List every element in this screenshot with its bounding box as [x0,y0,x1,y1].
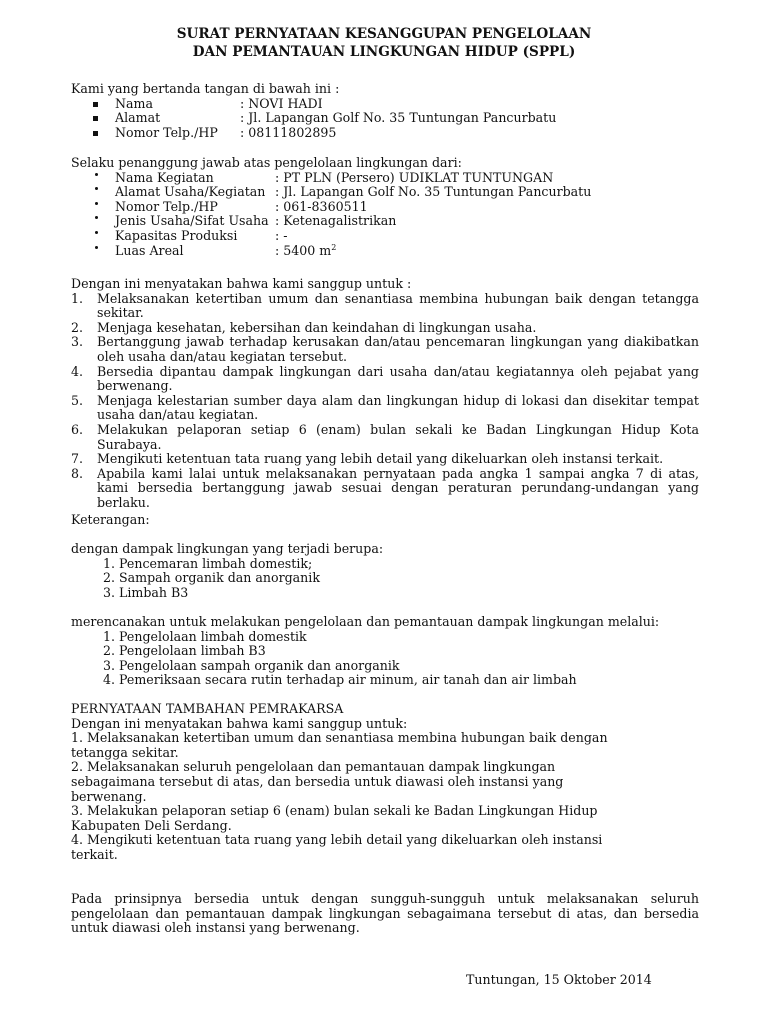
item-text: Pemeriksaan secara rutin terhadap air minum, air tanah dan air limbah [119,672,577,688]
commitment-item [71,292,699,321]
item-text: Melakukan pelaporan setiap 6 (enam) bulan sekali ke Badan Lingkungan Hidup Kota Surabaya. [97,421,699,452]
additional-section [71,702,631,863]
dot-bullet-icon [71,171,115,186]
field-value: : 061-8360511 [275,198,368,214]
title-line-2: DAN PEMANTAUAN LINGKUNGAN HIDUP (SPPL) [192,44,576,60]
item-number: 2. [71,319,84,335]
additional-item-3-line-1: 3. Melakukan pelaporan setiap 6 (enam) bulan sekali ke Badan Lingkungan Hidup [71,803,598,819]
item-number: 6. [71,421,84,437]
square-bullet-icon [71,126,115,141]
field-label: Nomor Telp./HP [115,124,218,140]
area-unit-superscript: 2 [331,242,337,252]
field-value: : Jl. Lapangan Golf No. 35 Tuntungan Pancurbatu [240,110,557,126]
field-label: Alamat [115,110,161,126]
dot-bullet-icon [71,185,115,200]
item-number: 2. [102,643,115,659]
additional-item-2-line-2: sebagaimana tersebut di atas, dan bersedia untuk diawasi oleh instansi yang [71,773,564,789]
commitment-item [71,394,699,423]
field-value: : 08111802895 [240,124,337,140]
impacts-intro: dengan dampak lingkungan yang terjadi berupa: [71,541,384,556]
field-value: : Jl. Lapangan Golf No. 35 Tuntungan Pancurbatu [275,184,592,200]
item-text: Sampah organik dan anorganik [119,570,320,586]
item-text: Limbah B3 [119,584,189,600]
business-field [71,200,699,215]
item-number: 4. [71,363,84,379]
dot-bullet-icon [71,200,115,215]
commitment-item [71,423,699,452]
business-field [71,171,699,186]
commitment-item [71,321,699,336]
business-field [71,244,699,259]
item-text: Pencemaran limbah domestik; [119,555,313,571]
item-number: 5. [71,392,84,408]
dot-bullet-icon [71,214,115,229]
field-value: : Ketenagalistrikan [275,213,397,229]
item-text: Pengelolaan limbah domestik [119,628,307,644]
commitment-item [71,452,699,467]
commitment-intro: Dengan ini menyatakan bahwa kami sanggup untuk : [71,276,412,291]
title-line-1: SURAT PERNYATAAN KESANGGUPAN PENGELOLAAN [176,26,592,42]
additional-item-2-line-3: berwenang. [71,788,147,804]
impacts-section [71,542,699,600]
item-number: 7. [71,451,84,467]
business-intro: Selaku penanggung jawab atas pengelolaan lingkungan dari: [71,155,462,170]
item-number: 1. [71,290,84,306]
square-bullet-icon [71,97,115,112]
field-label: Jenis Usaha/Sifat Usaha [115,213,269,229]
signer-section [71,82,699,140]
square-bullet-icon [71,111,115,126]
item-text: Apabila kami lalai untuk melaksanakan pernyataan pada angka 1 sampai angka 7 di atas, kami bersedia bertanggung jawab sesuai dengan peraturan perundang-undangan yang berlaku. [97,465,699,510]
additional-intro: Dengan ini menyatakan bahwa kami sanggup untuk: [71,715,408,731]
business-field [71,185,699,200]
management-item [71,644,699,659]
business-section [71,156,699,258]
closing-paragraph: Pada prinsipnya bersedia untuk dengan sungguh-sungguh untuk melaksanakan seluruh pengelolaan dan pemantauan dampak lingkungan sebagaimana tersebut di atas, dan bersedia untuk diawasi oleh instansi yang berwenang. [71,891,699,936]
additional-item-1-line-2: tetangga sekitar. [71,744,179,760]
field-label: Alamat Usaha/Kegiatan [115,184,266,200]
commitment-item [71,467,699,511]
impact-item [71,586,699,601]
signer-field [71,111,699,126]
commitment-item [71,365,699,394]
commitment-section [71,277,699,511]
item-text: Mengikuti ketentuan tata ruang yang lebih detail yang dikeluarkan oleh instansi terkait. [97,451,664,467]
management-section [71,615,699,688]
item-text: Bersedia dipantau dampak lingkungan dari usaha dan/atau kegiatannya oleh pejabat yang berwenang. [97,363,699,394]
additional-heading: PERNYATAAN TAMBAHAN PEMRAKARSA [71,701,344,716]
management-item [71,673,699,688]
item-text: Bertanggung jawab terhadap kerusakan dan/atau pencemaran lingkungan yang diakibatkan oleh usaha dan/atau kegiatan tersebut. [97,334,699,364]
impact-item [71,571,699,586]
item-text: Pengelolaan limbah B3 [119,643,266,659]
item-number: 8. [71,465,84,481]
item-number: 1. [102,628,115,644]
field-label: Kapasitas Produksi [115,227,238,243]
additional-item-3-line-2: Kabupaten Deli Serdang. [71,817,232,833]
commitment-item [71,335,699,364]
management-item [71,630,699,645]
item-number: 2. [102,570,115,586]
field-label: Nama Kegiatan [115,169,214,185]
field-label: Nama [115,95,153,111]
item-number: 4. [102,672,115,688]
item-text: Menjaga kesehatan, kebersihan dan keindahan di lingkungan usaha. [97,319,537,335]
management-intro: merencanakan untuk melakukan pengelolaan dan pemantauan dampak lingkungan melalui: [71,614,660,629]
field-value: : NOVI HADI [240,95,323,111]
keterangan-label: Keterangan: [71,512,150,527]
additional-item-2-line-1: 2. Melaksanakan seluruh pengelolaan dan pemantauan dampak lingkungan [71,759,556,775]
field-value: : - [275,227,288,243]
signer-field [71,97,699,112]
field-label: Nomor Telp./HP [115,198,218,214]
item-text: Melaksanakan ketertiban umum dan senantiasa membina hubungan baik dengan tetangga sekitar. [97,290,699,321]
field-value [275,244,336,259]
additional-item-1-line-1: 1. Melaksanakan ketertiban umum dan senantiasa membina hubungan baik dengan [71,730,608,746]
business-field [71,229,699,244]
item-number: 3. [102,584,115,600]
item-text: Menjaga kelestarian sumber daya alam dan lingkungan hidup di lokasi dan disekitar tempat usaha dan/atau kegiatan. [97,392,699,423]
item-number: 3. [102,657,115,673]
signer-field [71,126,699,141]
item-number: 1. [102,555,115,571]
dot-bullet-icon [71,244,115,259]
field-label: Luas Areal [115,242,184,258]
management-item [71,659,699,674]
additional-item-4-line-2: terkait. [71,846,118,862]
dot-bullet-icon [71,229,115,244]
additional-item-4-line-1: 4. Mengikuti ketentuan tata ruang yang lebih detail yang dikeluarkan oleh instansi [71,832,603,848]
item-text: Pengelolaan sampah organik dan anorganik [119,657,400,673]
place-date: Tuntungan, 15 Oktober 2014 [466,972,652,987]
business-field [71,214,699,229]
impact-item [71,557,699,572]
area-value: : 5400 m [275,242,332,258]
item-number: 3. [71,334,84,350]
field-value: : PT PLN (Persero) UDIKLAT TUNTUNGAN [275,169,554,185]
document-title [0,25,768,61]
signer-intro: Kami yang bertanda tangan di bawah ini : [71,81,340,96]
